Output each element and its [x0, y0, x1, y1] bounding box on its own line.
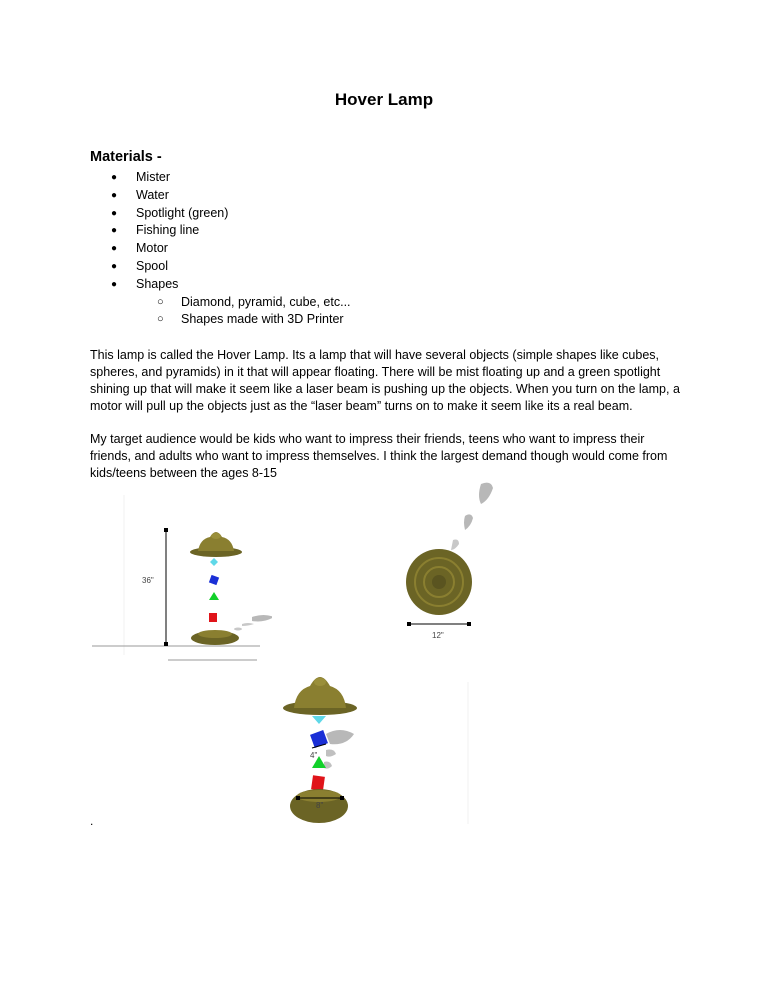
- material-label: Fishing line: [136, 223, 200, 238]
- top-view-figure: [395, 478, 505, 643]
- material-label: Shapes: [136, 276, 179, 291]
- list-item: [90, 222, 351, 240]
- list-item: [90, 276, 351, 329]
- diamond-shape-icon: [312, 716, 326, 724]
- red-cube-icon: [311, 775, 325, 791]
- mist-icon: [451, 483, 493, 550]
- bullet-icon: ●: [111, 172, 118, 183]
- green-pyramid-icon: [209, 592, 219, 600]
- bullet-icon: ●: [111, 278, 118, 290]
- audience-paragraph: My target audience would be kids who want to impress their friends, teens who want to impress their friends, and adults who want to impress themselves. I think the largest demand though would come from kids/teens between the ages 8-15: [90, 432, 668, 480]
- circle-bullet-icon: ○: [157, 295, 164, 308]
- diameter-dimension-label: 12": [432, 631, 444, 640]
- close-up-figure: [280, 668, 480, 828]
- bullet-icon: ●: [111, 225, 118, 237]
- lamp-top-icon: [283, 677, 357, 715]
- material-label: Spotlight (green): [136, 205, 229, 220]
- document-title: Hover Lamp: [334, 90, 434, 109]
- list-item: [90, 240, 351, 258]
- diamond-shape-icon: [210, 558, 218, 566]
- materials-list: [90, 169, 351, 329]
- materials-heading: Materials -: [90, 149, 162, 165]
- shape-dimension-label: 4": [310, 751, 318, 760]
- lamp-top-view-icon: [406, 549, 472, 615]
- mist-icon: [234, 615, 272, 631]
- sublist-item: [136, 311, 351, 329]
- list-item: [90, 187, 351, 205]
- list-item: [90, 205, 351, 223]
- material-label: Mister: [136, 170, 171, 184]
- bullet-icon: ●: [111, 207, 118, 219]
- list-item: [90, 258, 351, 276]
- bullet-icon: ●: [111, 243, 118, 255]
- lamp-top-icon: [190, 532, 242, 557]
- trailing-period: .: [90, 814, 94, 828]
- bullet-icon: ●: [111, 189, 118, 201]
- blue-cube-icon: [209, 575, 219, 585]
- material-label: Water: [136, 187, 169, 202]
- sublist-item: [136, 294, 351, 312]
- height-dimension-label: 36": [142, 576, 154, 585]
- lamp-base-icon: [191, 630, 239, 645]
- mist-icon: [324, 730, 354, 769]
- list-item: [90, 169, 351, 187]
- shapes-sublist: [136, 294, 351, 330]
- sub-material-label: Shapes made with 3D Printer: [181, 312, 344, 327]
- base-dimension-label: 8": [316, 801, 324, 810]
- material-label: Motor: [136, 241, 168, 256]
- circle-bullet-icon: ○: [157, 313, 164, 326]
- blue-cube-icon: [310, 730, 328, 748]
- material-label: Spool: [136, 258, 168, 273]
- red-cube-icon: [209, 613, 217, 622]
- side-view-figure: [92, 495, 272, 665]
- bullet-icon: ●: [111, 260, 118, 272]
- description-paragraph: This lamp is called the Hover Lamp. Its a lamp that will have several objects (simple shapes like cubes, spheres, and pyramids) in it that will appear floating. There will be mist floating up and a green spotlight shining up that will make it seem like a laser beam is pushing up the objects. When you turn on the lamp, a motor will pull up the objects just as the “laser beam” turns on to make it seem like its a real beam.: [90, 348, 680, 413]
- sub-material-label: Diamond, pyramid, cube, etc...: [181, 294, 351, 309]
